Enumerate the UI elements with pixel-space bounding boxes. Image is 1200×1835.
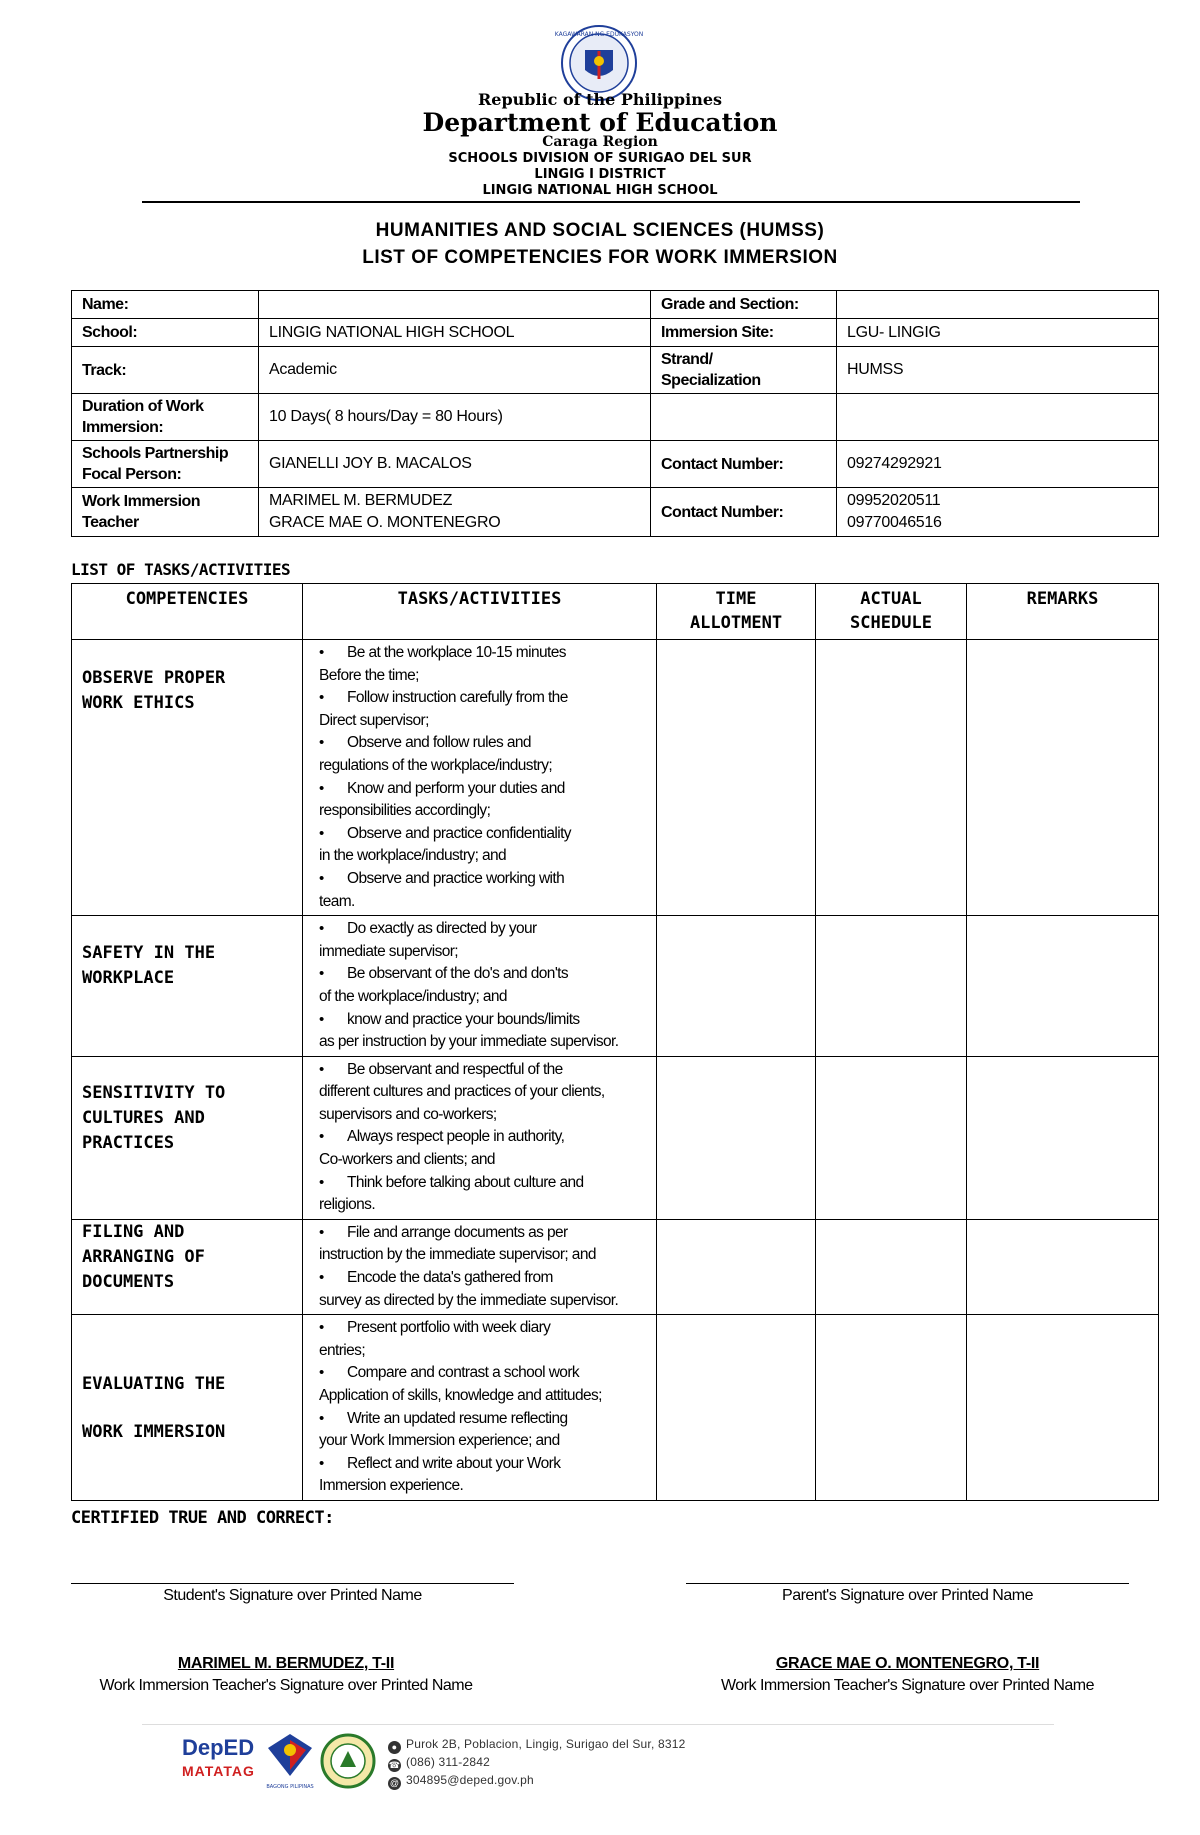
list-item: • Always respect people in authority, Co-workers and clients; and <box>321 1126 650 1171</box>
student-info-table <box>71 290 1159 537</box>
grade-section-label: Grade and Section: <box>651 291 837 319</box>
list-item: • Think before talking about culture and religions. <box>321 1172 650 1217</box>
list-item: • Write an updated resume reflecting your Work Immersion experience; and <box>321 1408 650 1453</box>
track-label: Track: <box>72 347 259 394</box>
school-value: LINGIG NATIONAL HIGH SCHOOL <box>259 319 651 347</box>
republic-line: Republic of the Philippines <box>477 90 723 109</box>
tasks-heading: LIST OF TASKS/ACTIVITIES <box>71 560 291 579</box>
actual-schedule-cell[interactable] <box>816 640 967 916</box>
col-actual-schedule: ACTUAL SCHEDULE <box>816 584 967 640</box>
table-row <box>72 1315 1159 1501</box>
actual-schedule-cell[interactable] <box>816 1056 967 1219</box>
footer-phone: ☎ (086) 311-2842 <box>388 1755 490 1770</box>
duration-label: Duration of Work Immersion: <box>72 394 259 441</box>
strand-label: Strand/ Specialization <box>651 347 837 394</box>
svg-text:BAGONG PILIPINAS: BAGONG PILIPINAS <box>266 1784 314 1790</box>
list-item: • Be observant and respectful of the different cultures and practices of your clients, supervisors and co-workers; <box>321 1059 650 1127</box>
parent-signature-line[interactable] <box>686 1583 1129 1584</box>
page-title: HUMANITIES AND SOCIAL SCIENCES (HUMSS) <box>375 220 825 241</box>
immersion-site-label: Immersion Site: <box>651 319 837 347</box>
table-row <box>72 640 1159 916</box>
partner-focal-label: Schools Partnership Focal Person: <box>72 441 259 488</box>
student-signature-line[interactable] <box>71 1583 514 1584</box>
region-line: Caraga Region <box>542 134 658 150</box>
time-allotment-cell[interactable] <box>657 916 816 1057</box>
certification-heading: CERTIFIED TRUE AND CORRECT: <box>71 1508 334 1528</box>
col-time-allotment: TIME ALLOTMENT <box>657 584 816 640</box>
actual-schedule-cell[interactable] <box>816 1219 967 1314</box>
col-remarks: REMARKS <box>967 584 1159 640</box>
teacher2-signature-caption: Work Immersion Teacher's Signature over Printed Name <box>720 1677 1095 1694</box>
table-row <box>72 1056 1159 1219</box>
immersion-site-value: LGU- LINGIG <box>837 319 1159 347</box>
remarks-cell[interactable] <box>967 1056 1159 1219</box>
department-line: Department of Education <box>422 108 778 137</box>
empty-cell <box>837 394 1159 441</box>
competency-cell: SAFETY IN THE WORKPLACE <box>72 916 303 1057</box>
remarks-cell[interactable] <box>967 1315 1159 1501</box>
list-item: • Observe and practice working with team. <box>321 868 650 913</box>
actual-schedule-cell[interactable] <box>816 1315 967 1501</box>
list-item: • Observe and follow rules and regulations of the workplace/industry; <box>321 732 650 777</box>
teacher-label: Work Immersion Teacher <box>72 488 259 537</box>
district-line: LINGIG I DISTRICT <box>534 167 666 182</box>
teacher1-signature-caption: Work Immersion Teacher's Signature over Printed Name <box>99 1677 473 1694</box>
list-item: • Reflect and write about your Work Immersion experience. <box>321 1453 650 1498</box>
school-line: LINGIG NATIONAL HIGH SCHOOL <box>482 183 718 198</box>
actual-schedule-cell[interactable] <box>816 916 967 1057</box>
seal-text: KAGAWARAN NG EDUKASYON <box>554 31 644 38</box>
strand-value: HUMSS <box>837 347 1159 394</box>
remarks-cell[interactable] <box>967 916 1159 1057</box>
teacher-contacts: 09952020511 09770046516 <box>837 488 1159 537</box>
deped-matatag-logo: DepED MATATAG <box>182 1735 255 1779</box>
col-competencies: COMPETENCIES <box>72 584 303 640</box>
time-allotment-cell[interactable] <box>657 1219 816 1314</box>
division-line: SCHOOLS DIVISION OF SURIGAO DEL SUR <box>448 151 752 166</box>
grade-section-field[interactable] <box>837 291 1159 319</box>
header-divider <box>142 201 1080 203</box>
partner-focal-value: GIANELLI JOY B. MACALOS <box>259 441 651 488</box>
col-tasks: TASKS/ACTIVITIES <box>303 584 657 640</box>
phone-icon: ☎ <box>388 1760 401 1770</box>
remarks-cell[interactable] <box>967 640 1159 916</box>
list-item: • Present portfolio with week diary entries; <box>321 1317 650 1362</box>
time-allotment-cell[interactable] <box>657 1315 816 1501</box>
duration-value: 10 Days( 8 hours/Day = 80 Hours) <box>259 394 651 441</box>
teacher-names: MARIMEL M. BERMUDEZ GRACE MAE O. MONTENEGRO <box>259 488 651 537</box>
time-allotment-cell[interactable] <box>657 1056 816 1219</box>
bagong-pilipinas-logo <box>262 1730 318 1792</box>
contact-number-label: Contact Number: <box>651 488 837 537</box>
competency-cell: FILING AND ARRANGING OF DOCUMENTS <box>72 1219 303 1314</box>
table-row <box>72 916 1159 1057</box>
track-value: Academic <box>259 347 651 394</box>
list-item: • Encode the data's gathered from survey as directed by the immediate supervisor. <box>321 1267 650 1312</box>
contact-number-label: Contact Number: <box>651 441 837 488</box>
list-item: • Observe and practice confidentiality in the workplace/industry; and <box>321 823 650 868</box>
school-seal-logo <box>320 1733 376 1789</box>
tasks-cell <box>303 640 657 916</box>
footer-address: ● Purok 2B, Poblacion, Lingig, Surigao del Sur, 8312 <box>388 1737 686 1754</box>
teacher1-name: MARIMEL M. BERMUDEZ, T-II <box>177 1655 395 1672</box>
tasks-cell <box>303 916 657 1057</box>
list-item: • Be observant of the do's and don'ts of the workplace/industry; and <box>321 963 650 1008</box>
partner-contact-value: 09274292921 <box>837 441 1159 488</box>
student-signature-caption: Student's Signature over Printed Name <box>163 1587 422 1604</box>
tasks-cell <box>303 1315 657 1501</box>
name-field[interactable] <box>259 291 651 319</box>
location-icon: ● <box>388 1741 401 1754</box>
remarks-cell[interactable] <box>967 1219 1159 1314</box>
list-item: • Follow instruction carefully from the Direct supervisor; <box>321 687 650 732</box>
school-label: School: <box>72 319 259 347</box>
empty-cell <box>651 394 837 441</box>
list-item: • Know and perform your duties and responsibilities accordingly; <box>321 778 650 823</box>
time-allotment-cell[interactable] <box>657 640 816 916</box>
page-subtitle: LIST OF COMPETENCIES FOR WORK IMMERSION <box>362 247 838 268</box>
parent-signature-caption: Parent's Signature over Printed Name <box>782 1587 1033 1604</box>
list-item: • know and practice your bounds/limits as per instruction by your immediate supervisor. <box>321 1009 650 1054</box>
tasks-cell <box>303 1056 657 1219</box>
competency-cell: SENSITIVITY TO CULTURES AND PRACTICES <box>72 1056 303 1219</box>
list-item: • Be at the workplace 10-15 minutes Before the time; <box>321 642 650 687</box>
competency-cell: OBSERVE PROPER WORK ETHICS <box>72 640 303 916</box>
email-icon: @ <box>389 1778 400 1788</box>
footer-divider <box>142 1724 1054 1725</box>
list-item: • Do exactly as directed by your immediate supervisor; <box>321 918 650 963</box>
tasks-cell <box>303 1219 657 1314</box>
footer-email: @ 304895@deped.gov.ph <box>389 1773 534 1788</box>
teacher2-name: GRACE MAE O. MONTENEGRO, T-II <box>775 1655 1040 1672</box>
competency-cell: EVALUATING THE WORK IMMERSION <box>72 1315 303 1501</box>
list-item: • Compare and contrast a school work Application of skills, knowledge and attitudes; <box>321 1362 650 1407</box>
table-row <box>72 1219 1159 1314</box>
name-label: Name: <box>72 291 259 319</box>
tasks-table <box>71 583 1159 1501</box>
list-item: • File and arrange documents as per instruction by the immediate supervisor; and <box>321 1222 650 1267</box>
